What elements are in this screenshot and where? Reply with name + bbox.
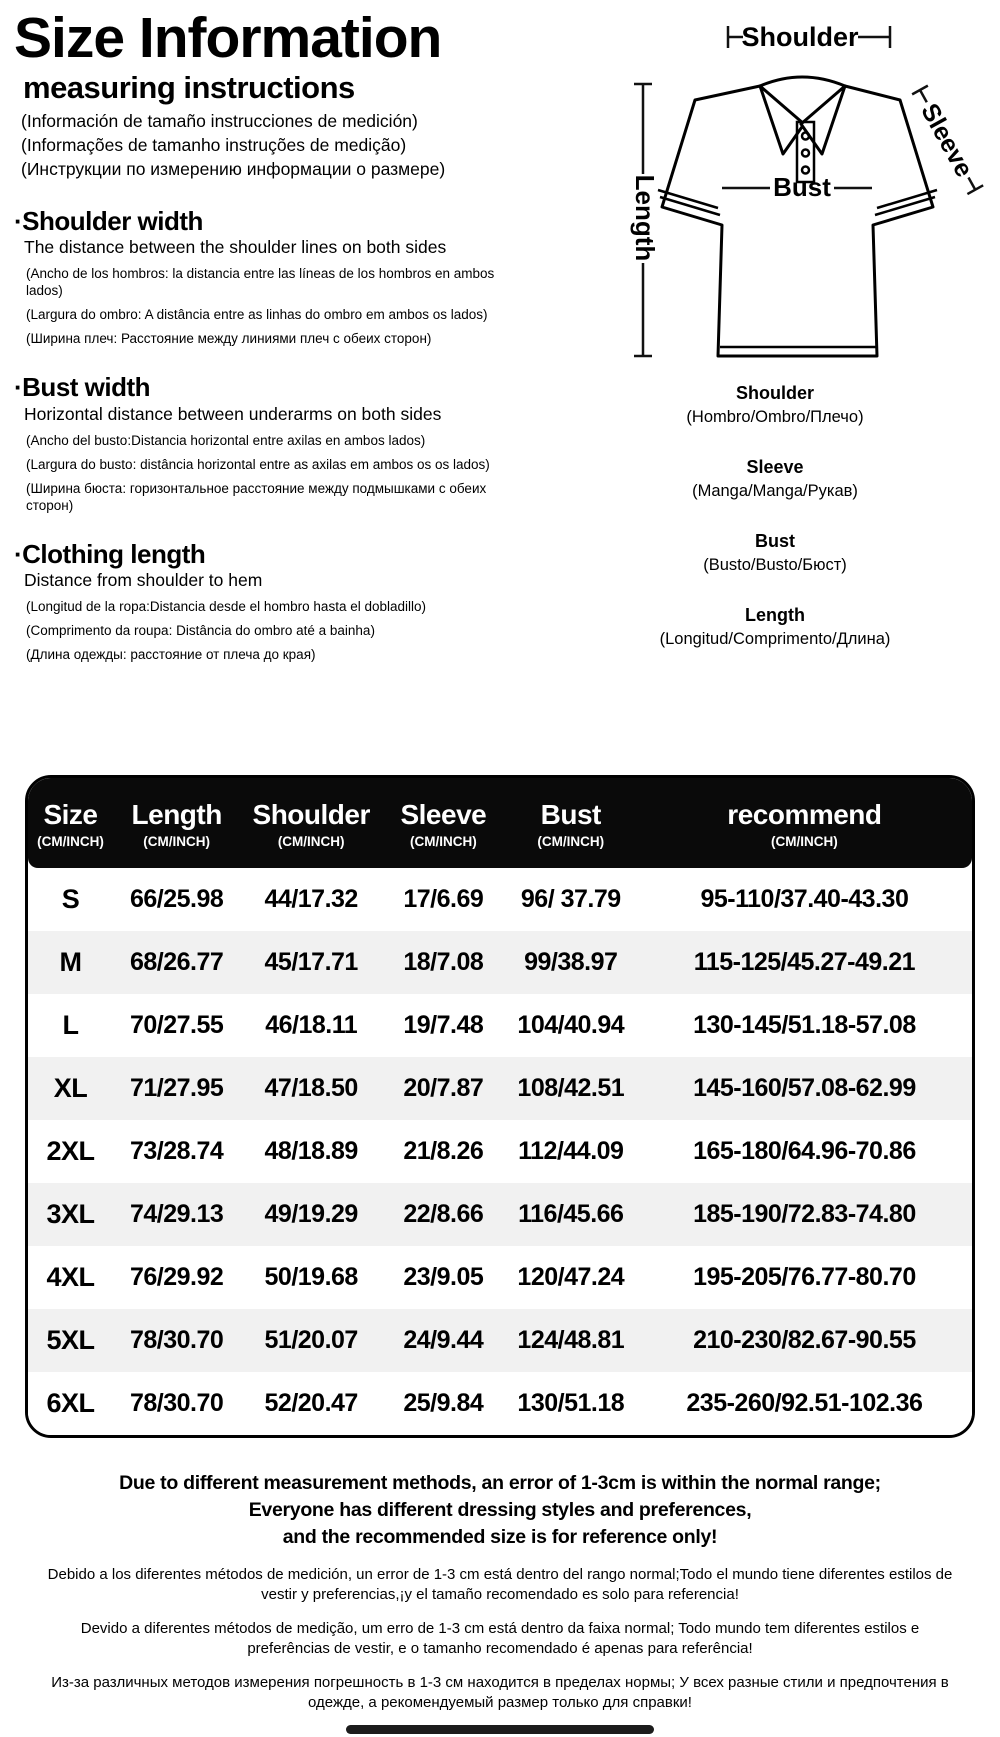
cell-sleeve: 19/7.48 [403, 1011, 484, 1039]
cell-length: 78/30.70 [130, 1326, 224, 1354]
column-recommend [637, 799, 972, 849]
section-clothing-length [14, 540, 550, 664]
notes-bold [0, 1470, 1000, 1551]
legend-translation: (Hombro/Ombro/Плечо) [686, 407, 864, 426]
cell-recommend: 235-260/92.51-102.36 [686, 1389, 923, 1417]
note-line: and the recommended size is for reference only! [282, 1526, 718, 1548]
section-heading: ·Bust width [14, 372, 151, 403]
column-label: recommend [727, 798, 882, 830]
section-shoulder-width [14, 207, 550, 348]
column-unit: (CM/INCH) [143, 834, 211, 850]
column-bust [505, 799, 637, 849]
legend-item-length [550, 604, 1000, 649]
cell-size: S [61, 884, 80, 914]
section-translation-pt: (Largura do busto: distância horizontal entre as axilas em ambos os os lados) [26, 456, 490, 472]
cell-recommend: 145-160/57.08-62.99 [693, 1074, 916, 1102]
section-translation-ru: (Длина одежды: расстояние от плеча до края) [26, 647, 316, 663]
polo-shirt-diagram [550, 6, 1000, 378]
diagram-length-label: Length [630, 174, 660, 262]
cell-length: 66/25.98 [130, 885, 224, 913]
diagram-sleeve-label: Sleeve [915, 98, 979, 182]
cell-length: 74/29.13 [130, 1200, 224, 1228]
cell-shoulder: 50/19.68 [264, 1263, 358, 1291]
cell-sleeve: 22/8.66 [403, 1200, 484, 1228]
cell-size: L [62, 1010, 79, 1040]
cell-size: 6XL [46, 1388, 95, 1418]
section-translation-ru: (Ширина плеч: Расстояние между линиями плеч с обеих сторон) [26, 331, 432, 347]
section-heading: ·Clothing length [14, 538, 206, 569]
notes-section [0, 1470, 1000, 1713]
page-subtitle: measuring instructions [23, 69, 355, 105]
cell-sleeve: 25/9.84 [403, 1389, 484, 1417]
cell-shoulder: 51/20.07 [264, 1326, 358, 1354]
note-translation-pt: Devido a diferentes métodos de medição, um erro de 1-3 cm está dentro da faixa normal; Todo mundo tem diferentes estilos e preferências de vestir, e o tamanho recomendado é apenas para referência! [80, 1620, 920, 1657]
cell-size: M [59, 947, 82, 977]
table-body [28, 868, 972, 1435]
cell-length: 78/30.70 [130, 1389, 224, 1417]
cell-sleeve: 23/9.05 [403, 1263, 484, 1291]
legend-translation: (Manga/Manga/Рукав) [692, 481, 858, 500]
legend-translation: (Busto/Busto/Бюст) [703, 555, 847, 574]
cell-recommend: 185-190/72.83-74.80 [693, 1200, 916, 1228]
cell-bust: 120/47.24 [517, 1263, 625, 1291]
title-translation-ru: (Инструкции по измерению информации о размере) [21, 158, 446, 179]
column-label: Bust [540, 798, 601, 830]
cell-sleeve: 20/7.87 [403, 1074, 484, 1102]
cell-length: 73/28.74 [130, 1137, 224, 1165]
section-translation-es: (Ancho de los hombros: la distancia entre las líneas de los hombros en ambos lados) [26, 266, 495, 299]
section-description: The distance between the shoulder lines on both sides [24, 237, 447, 258]
cell-length: 70/27.55 [130, 1011, 224, 1039]
cell-shoulder: 52/20.47 [264, 1389, 358, 1417]
cell-bust: 116/45.66 [518, 1200, 624, 1228]
table-row [28, 1372, 972, 1435]
note-line: Everyone has different dressing styles and preferences, [248, 1499, 752, 1521]
measurement-legend [550, 382, 1000, 650]
table-row [28, 1057, 972, 1120]
cell-recommend: 165-180/64.96-70.86 [693, 1137, 916, 1165]
title-translation-pt: (Informações de tamanho instruções de medição) [21, 134, 407, 155]
cell-recommend: 130-145/51.18-57.08 [693, 1011, 916, 1039]
legend-label: Sleeve [746, 457, 804, 478]
top-section [0, 0, 1000, 775]
cell-recommend: 95-110/37.40-43.30 [700, 885, 909, 913]
column-unit: (CM/INCH) [277, 834, 345, 850]
cell-bust: 112/44.09 [518, 1137, 624, 1165]
legend-item-sleeve [550, 456, 1000, 501]
cell-size: 2XL [46, 1136, 95, 1166]
table-header [28, 778, 972, 868]
cell-length: 76/29.92 [130, 1263, 224, 1291]
section-translation-es: (Ancho del busto:Distancia horizontal entre axilas en ambos lados) [26, 432, 426, 448]
bottom-bar [346, 1725, 654, 1734]
cell-length: 68/26.77 [130, 948, 224, 976]
cell-length: 71/27.95 [130, 1074, 224, 1102]
section-translation-pt: (Comprimento da roupa: Distância do ombro até a bainha) [26, 623, 375, 639]
section-description: Distance from shoulder to hem [24, 570, 263, 591]
cell-bust: 130/51.18 [517, 1389, 625, 1417]
section-bust-width [14, 373, 550, 514]
cell-size: XL [53, 1073, 88, 1103]
legend-label: Bust [755, 531, 795, 552]
section-translation-es: (Longitud de la ropa:Distancia desde el hombro hasta el dobladillo) [26, 599, 427, 615]
column-sleeve [382, 799, 505, 849]
table-row [28, 931, 972, 994]
size-table [25, 775, 975, 1438]
column-unit: (CM/INCH) [37, 834, 104, 850]
section-translation-ru: (Ширина бюста: горизонтальное расстояние между подмышками с обеих сторон) [26, 480, 487, 513]
table-row [28, 1309, 972, 1372]
cell-shoulder: 47/18.50 [264, 1074, 358, 1102]
table-row [28, 1183, 972, 1246]
cell-size: 4XL [46, 1262, 95, 1292]
diagram-bust-label: Bust [773, 172, 831, 202]
column-label: Size [43, 798, 98, 830]
cell-sleeve: 18/7.08 [403, 948, 484, 976]
note-line: Due to different measurement methods, an error of 1-3cm is within the normal range; [119, 1472, 881, 1494]
table-row [28, 994, 972, 1057]
legend-item-shoulder [550, 382, 1000, 427]
instructions-column [0, 0, 550, 775]
cell-shoulder: 44/17.32 [264, 885, 358, 913]
cell-shoulder: 48/18.89 [264, 1137, 358, 1165]
cell-bust: 99/38.97 [524, 948, 618, 976]
table-row [28, 1246, 972, 1309]
diagram-column [550, 0, 1000, 775]
column-label: Shoulder [252, 798, 370, 830]
column-unit: (CM/INCH) [409, 834, 477, 850]
table-row [28, 1120, 972, 1183]
section-heading: ·Shoulder width [14, 205, 203, 236]
cell-sleeve: 24/9.44 [403, 1326, 484, 1354]
column-label: Length [131, 798, 222, 830]
cell-shoulder: 45/17.71 [264, 948, 358, 976]
column-label: Sleeve [400, 798, 487, 830]
cell-recommend: 195-205/76.77-80.70 [693, 1263, 916, 1291]
column-unit: (CM/INCH) [771, 834, 838, 850]
cell-recommend: 210-230/82.67-90.55 [693, 1326, 916, 1354]
cell-sleeve: 17/6.69 [403, 885, 484, 913]
cell-shoulder: 46/18.11 [265, 1011, 358, 1039]
cell-size: 5XL [46, 1325, 95, 1355]
cell-bust: 108/42.51 [517, 1074, 625, 1102]
cell-shoulder: 49/19.29 [264, 1200, 358, 1228]
cell-bust: 104/40.94 [517, 1011, 625, 1039]
column-size [28, 799, 113, 849]
cell-bust: 124/48.81 [517, 1326, 625, 1354]
page-title: Size Information [14, 6, 442, 70]
section-translation-pt: (Largura do ombro: A distância entre as linhas do ombro em ambos os lados) [26, 307, 488, 323]
note-translation-ru: Из-за различных методов измерения погрешность в 1-3 см находится в пределах нормы; У всех разные стили и предпочтения в одежде, а рекомендуемый размер только для справки! [51, 1674, 949, 1711]
notes-translations [0, 1565, 1000, 1713]
cell-recommend: 115-125/45.27-49.21 [693, 948, 916, 976]
legend-label: Length [745, 605, 805, 626]
legend-label: Shoulder [735, 383, 814, 403]
cell-bust: 96/ 37.79 [520, 885, 621, 913]
column-shoulder [240, 799, 382, 849]
column-length [113, 799, 240, 849]
title-translations [21, 109, 550, 181]
section-description: Horizontal distance between underarms on both sides [24, 403, 442, 424]
legend-item-bust [550, 530, 1000, 575]
title-translation-es: (Información de tamaño instrucciones de medición) [21, 110, 418, 131]
note-translation-es: Debido a los diferentes métodos de medición, un error de 1-3 cm está dentro del rango normal;Todo el mundo tiene diferentes estilos de vestir y preferencias,¡y el tamaño recomendado es solo para referencia! [47, 1566, 953, 1603]
cell-sleeve: 21/8.26 [403, 1137, 484, 1165]
legend-translation: (Longitud/Comprimento/Длина) [659, 629, 891, 648]
diagram-shoulder-label: Shoulder [741, 22, 859, 52]
cell-size: 3XL [46, 1199, 95, 1229]
table-row [28, 868, 972, 931]
column-unit: (CM/INCH) [537, 834, 605, 850]
